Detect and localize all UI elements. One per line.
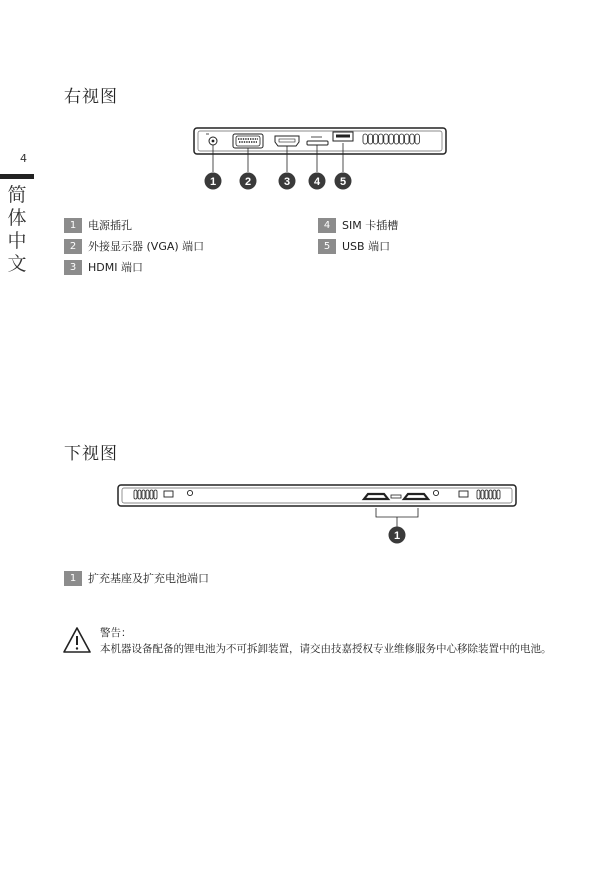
right-view-title: 右视图 xyxy=(64,87,118,107)
legend-label: HDMI 端口 xyxy=(88,261,143,274)
legend-number: 4 xyxy=(318,218,336,233)
legend-number: 1 xyxy=(64,218,82,233)
callout-number: 5 xyxy=(339,176,347,188)
legend-item xyxy=(64,238,204,254)
legend-item xyxy=(64,217,132,233)
language-char: 中 xyxy=(7,230,27,252)
legend-item xyxy=(64,570,209,586)
callout-number: 1 xyxy=(209,176,217,188)
legend-item xyxy=(318,238,390,254)
callout-marker xyxy=(335,173,352,190)
legend-item xyxy=(64,259,143,275)
callout-number: 4 xyxy=(313,176,321,188)
legend-number: 3 xyxy=(64,260,82,275)
legend-label: SIM 卡插槽 xyxy=(342,219,399,232)
language-char: 简 xyxy=(7,184,27,206)
legend-label: 扩充基座及扩充电池端口 xyxy=(88,572,209,585)
legend-label: 外接显示器 (VGA) 端口 xyxy=(88,240,205,253)
callout-marker xyxy=(240,173,257,190)
callout-number: 2 xyxy=(244,176,252,188)
legend-item xyxy=(318,217,398,233)
callout-marker xyxy=(205,173,222,190)
legend-number: 5 xyxy=(318,239,336,254)
callout-marker xyxy=(309,173,326,190)
callout-marker xyxy=(279,173,296,190)
callout-number: 3 xyxy=(283,176,291,188)
legend-number: 2 xyxy=(64,239,82,254)
bottom-side-diagram xyxy=(0,480,612,560)
callout-number: 1 xyxy=(393,530,401,542)
legend-number: 1 xyxy=(64,571,82,586)
language-char: 文 xyxy=(7,253,27,275)
legend-label: USB 端口 xyxy=(342,240,391,253)
callout-marker xyxy=(389,527,406,544)
bottom-view-title: 下视图 xyxy=(64,444,118,464)
warning-text: 本机器设备配备的锂电池为不可拆卸装置，请交由技嘉授权专业维修服务中心移除装置中的电池。 xyxy=(100,643,552,655)
legend-label: 电源插孔 xyxy=(88,219,132,232)
language-char: 体 xyxy=(7,207,27,229)
warning-triangle-icon xyxy=(62,626,92,654)
warning-title: 警告： xyxy=(100,627,132,639)
page-number: 4 xyxy=(20,152,27,165)
